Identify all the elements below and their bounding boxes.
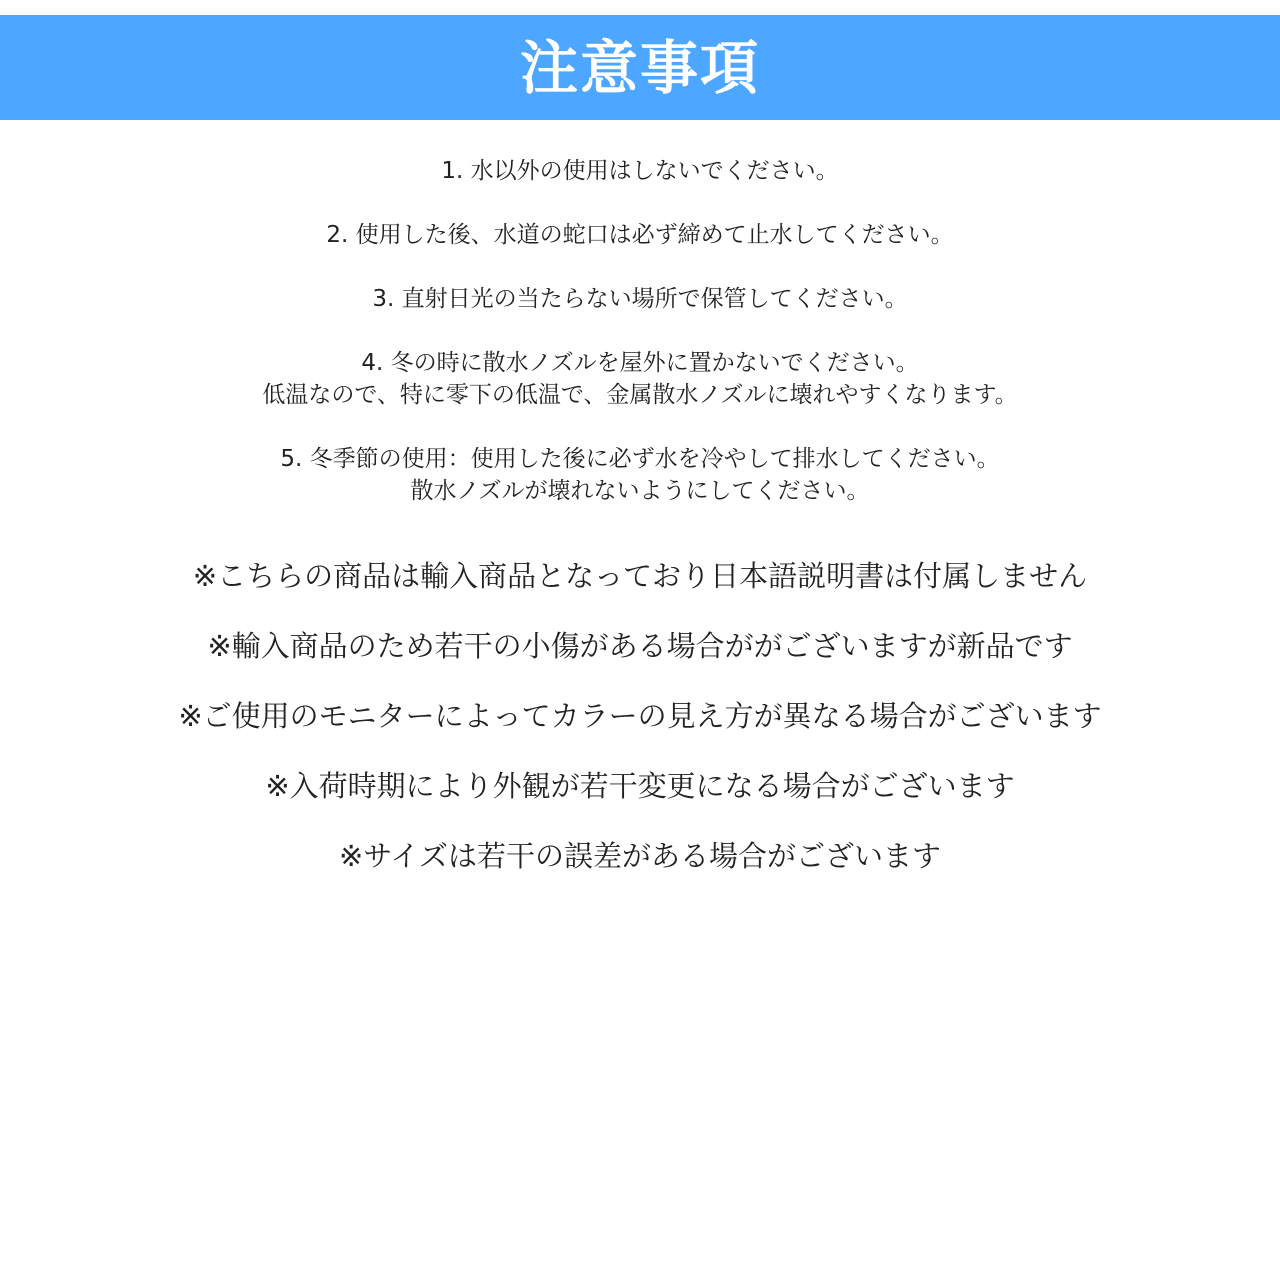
note-item-3 <box>0 283 1280 315</box>
header-banner <box>0 15 1280 120</box>
note-line: 5. 冬季節の使用：使用した後に必ず水を冷やして排水してください。 <box>280 446 1000 472</box>
disclaimer-list <box>0 556 1280 906</box>
note-line: 散水ノズルが壊れないようにしてください。 <box>410 478 870 504</box>
disclaimer-item: ※サイズは若干の誤差がある場合がございます <box>339 839 941 873</box>
page-title: 注意事項 <box>519 33 760 102</box>
note-line: 3. 直射日光の当たらない場所で保管してください。 <box>372 286 908 312</box>
usage-notes <box>0 155 1280 539</box>
note-line: 1. 水以外の使用はしないでください。 <box>441 158 839 184</box>
note-item-4 <box>0 347 1280 411</box>
note-line: 2. 使用した後、水道の蛇口は必ず締めて止水してください。 <box>326 222 954 248</box>
note-line: 低温なので、特に零下の低温で、金属散水ノズルに壊れやすくなります。 <box>262 382 1018 408</box>
disclaimer-item: ※輸入商品のため若干の小傷がある場合ががございますが新品です <box>207 629 1073 663</box>
note-item-1 <box>0 155 1280 187</box>
disclaimer-item: ※ご使用のモニターによってカラーの見え方が異なる場合がございます <box>178 699 1102 733</box>
disclaimer-item: ※こちらの商品は輸入商品となっており日本語説明書は付属しません <box>192 559 1088 593</box>
note-item-5 <box>0 443 1280 507</box>
note-item-2 <box>0 219 1280 251</box>
disclaimer-item: ※入荷時期により外観が若干変更になる場合がございます <box>265 769 1015 803</box>
note-line: 4. 冬の時に散水ノズルを屋外に置かないでください。 <box>361 350 919 376</box>
